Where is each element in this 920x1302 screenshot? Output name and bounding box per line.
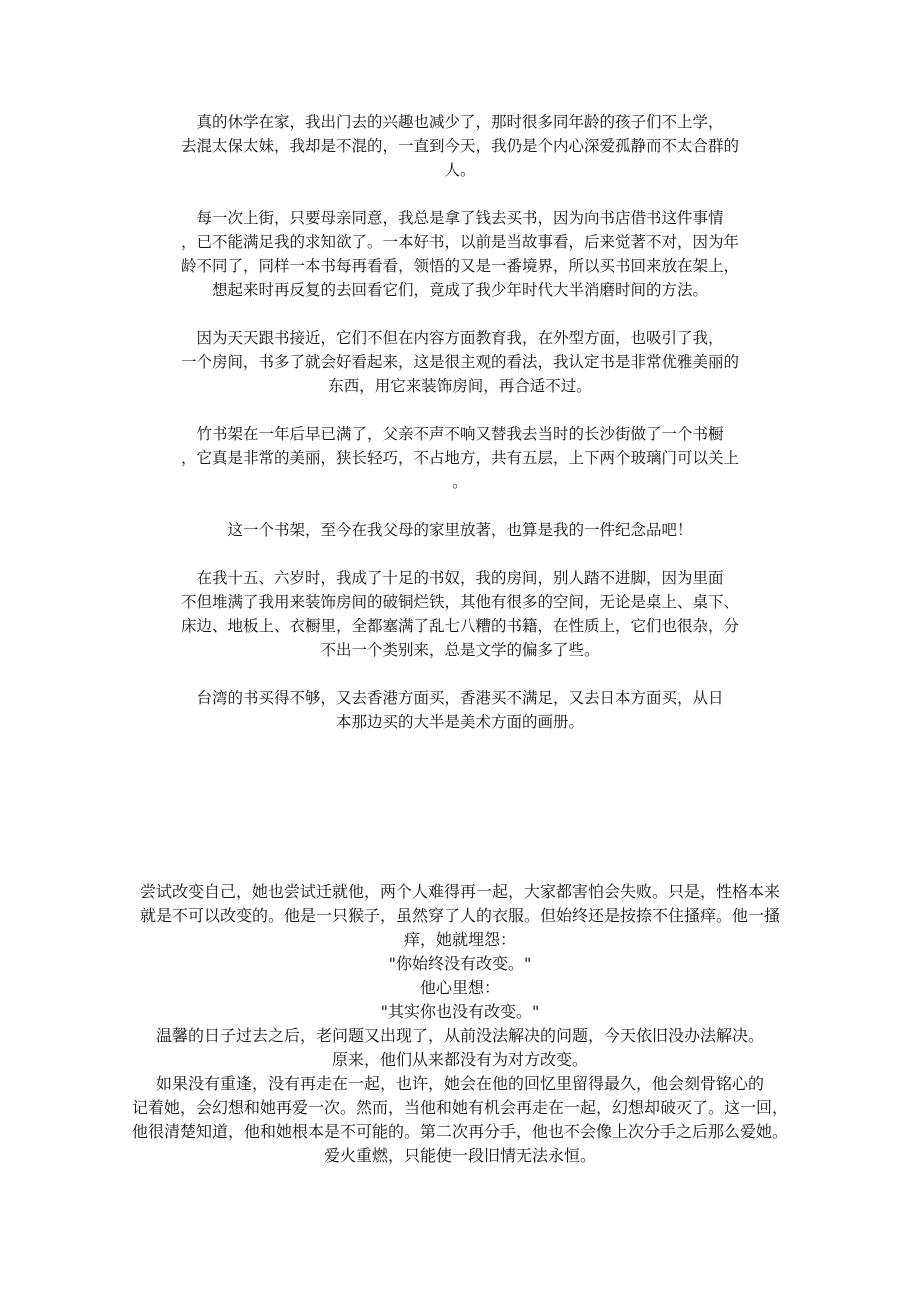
text-line: "其实你也没有改变。" bbox=[380, 1002, 540, 1021]
paragraph-1 bbox=[160, 110, 760, 182]
text-line: 不但堆满了我用来装饰房间的破铜烂铁，其他有很多的空间，无论是桌上、桌下、 bbox=[180, 593, 739, 611]
paragraph-5 bbox=[160, 518, 760, 542]
article-section-books bbox=[160, 110, 760, 758]
paragraph-7 bbox=[160, 686, 760, 734]
article-section-story bbox=[130, 880, 790, 1168]
text-line: 想起来时再反复的去回看它们，竟成了我少年时代大半消磨时间的方法。 bbox=[211, 281, 708, 299]
text-line: 台湾的书买得不够，又去香港方面买，香港买不满足，又去日本方面买，从日 bbox=[196, 689, 724, 707]
text-line: 本那边买的大半是美术方面的画册。 bbox=[335, 713, 584, 731]
text-line: 真的休学在家，我出门去的兴趣也减少了，那时很多同年龄的孩子们不上学， bbox=[196, 113, 724, 131]
text-line: 如果没有重逢，没有再走在一起，也许，她会在他的回忆里留得最久，他会刻骨铭心的 bbox=[155, 1074, 764, 1093]
text-line: 尝试改变自己，她也尝试迁就他，两个人难得再一起，大家都害怕会失败。只是，性格本来 bbox=[139, 882, 780, 901]
text-line: 龄不同了，同样一本书每再看看，领悟的又是一番境界，所以买书回来放在架上， bbox=[180, 257, 739, 275]
text-line: 因为天天跟书接近，它们不但在内容方面教育我，在外型方面，也吸引了我， bbox=[196, 329, 724, 347]
text-line: 痒，她就埋怨： bbox=[403, 930, 516, 949]
text-line: 一个房间，书多了就会好看起来，这是很主观的看法，我认定书是非常优雅美丽的 bbox=[180, 353, 739, 371]
text-line: 就是不可以改变的。他是一只猴子，虽然穿了人的衣服。但始终还是按捺不住搔痒。他一搔 bbox=[139, 906, 780, 925]
text-line: 温馨的日子过去之后，老问题又出现了，从前没法解决的问题，今天依旧没办法解决。 bbox=[155, 1026, 764, 1045]
text-line: 。 bbox=[452, 473, 468, 491]
text-line: 他心里想： bbox=[419, 978, 500, 997]
paragraph-3 bbox=[160, 326, 760, 398]
text-line: 在我十五、六岁时，我成了十足的书奴，我的房间，别人踏不进脚，因为里面 bbox=[196, 569, 724, 587]
text-line: 记着她，会幻想和她再爱一次。然而，当他和她有机会再走在一起，幻想却破灭了。这一回， bbox=[131, 1098, 788, 1117]
text-line: ，它真是非常的美丽，狭长轻巧，不占地方，共有五层，上下两个玻璃门可以关上 bbox=[180, 449, 739, 467]
text-line: 床边、地板上、衣橱里，全都塞满了乱七八糟的书籍，在性质上，它们也很杂，分 bbox=[180, 617, 739, 635]
text-line: 原来，他们从来都没有为对方改变。 bbox=[331, 1050, 588, 1069]
text-line: 他很清楚知道，他和她根本是不可能的。第二次再分手，他也不会像上次分手之后那么爱她。 bbox=[131, 1122, 788, 1141]
text-line: 竹书架在一年后早已满了，父亲不声不响又替我去当时的长沙街做了一个书橱 bbox=[196, 425, 724, 443]
text-line: "你始终没有改变。" bbox=[388, 954, 532, 973]
text-line: 每一次上街，只要母亲同意，我总是拿了钱去买书，因为向书店借书这件事情 bbox=[196, 209, 724, 227]
text-line: 这一个书架，至今在我父母的家里放著，也算是我的一件纪念品吧！ bbox=[227, 521, 693, 539]
paragraph-6 bbox=[160, 566, 760, 662]
paragraph-4 bbox=[160, 422, 760, 494]
text-line: 爱火重燃，只能使一段旧情无法永恒。 bbox=[323, 1146, 596, 1165]
text-line: 不出一个类别来，总是文学的偏多了些。 bbox=[320, 641, 600, 659]
paragraph-2 bbox=[160, 206, 760, 302]
text-line: 东西，用它来装饰房间，再合适不过。 bbox=[328, 377, 592, 395]
text-line: 去混太保太妹，我却是不混的，一直到今天，我仍是个内心深爱孤静而不太合群的 bbox=[180, 137, 739, 155]
text-line: 人。 bbox=[444, 161, 476, 179]
text-line: ，已不能满足我的求知欲了。一本好书，以前是当故事看，后来觉著不对，因为年 bbox=[180, 233, 739, 251]
